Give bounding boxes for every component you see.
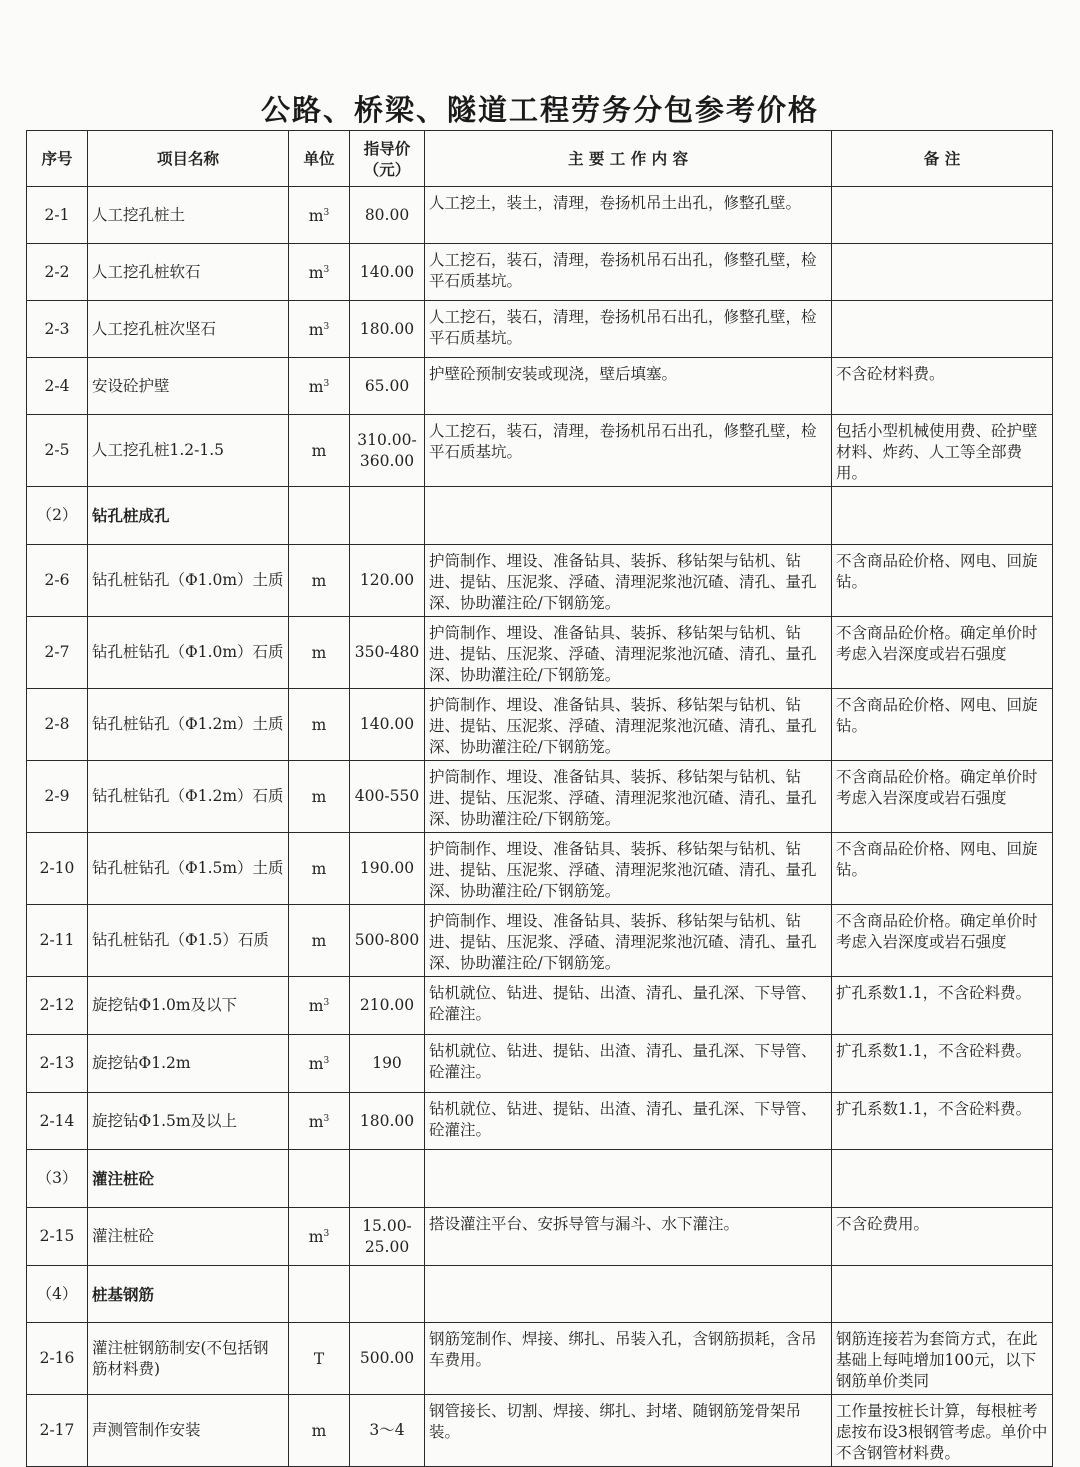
cell-price: 190 bbox=[350, 1035, 425, 1093]
cell-note bbox=[832, 244, 1053, 301]
cell-unit bbox=[289, 833, 350, 905]
section-seq: （4） bbox=[27, 1266, 88, 1323]
cell-note: 不含砼费用。 bbox=[832, 1208, 1053, 1266]
unit-text: m bbox=[308, 1055, 324, 1074]
cell-name: 安设砼护壁 bbox=[88, 358, 289, 415]
empty-cell bbox=[350, 487, 425, 545]
cell-unit bbox=[289, 545, 350, 617]
header-note: 备 注 bbox=[832, 131, 1053, 187]
cell-name: 灌注桩砼 bbox=[88, 1208, 289, 1266]
cell-seq: 2-3 bbox=[27, 301, 88, 358]
cell-content: 钻机就位、钻进、提钻、出渣、清孔、量孔深、下导管、砼灌注。 bbox=[425, 977, 832, 1035]
table-row bbox=[27, 244, 1053, 301]
empty-cell bbox=[425, 1266, 832, 1323]
unit-superscript: 3 bbox=[323, 321, 330, 332]
cell-unit bbox=[289, 358, 350, 415]
cell-name: 旋挖钻Φ1.2m bbox=[88, 1035, 289, 1093]
cell-seq: 2-16 bbox=[27, 1323, 88, 1395]
cell-note bbox=[832, 301, 1053, 358]
cell-seq: 2-4 bbox=[27, 358, 88, 415]
cell-seq: 2-7 bbox=[27, 617, 88, 689]
table-row bbox=[27, 905, 1053, 977]
empty-cell bbox=[832, 487, 1053, 545]
table-row bbox=[27, 301, 1053, 358]
cell-name: 钻孔桩钻孔（Φ1.5m）土质 bbox=[88, 833, 289, 905]
cell-unit bbox=[289, 1323, 350, 1395]
cell-seq: 2-9 bbox=[27, 761, 88, 833]
unit-text: T bbox=[313, 1350, 325, 1369]
cell-price: 65.00 bbox=[350, 358, 425, 415]
unit-superscript: 3 bbox=[323, 1056, 330, 1067]
cell-name: 旋挖钻Φ1.5m及以上 bbox=[88, 1093, 289, 1150]
cell-seq: 2-1 bbox=[27, 187, 88, 244]
unit-text: m bbox=[308, 321, 324, 340]
unit-text: m bbox=[311, 932, 327, 951]
price-table bbox=[26, 130, 1053, 1467]
table-row bbox=[27, 1395, 1053, 1467]
table-row bbox=[27, 187, 1053, 244]
cell-name: 钻孔桩钻孔（Φ1.0m）土质 bbox=[88, 545, 289, 617]
cell-content: 钢管接长、切割、焊接、绑扎、封堵、随钢筋笼骨架吊装。 bbox=[425, 1395, 832, 1467]
header-price-line2: （元） bbox=[363, 159, 411, 179]
table-row bbox=[27, 977, 1053, 1035]
cell-price: 80.00 bbox=[350, 187, 425, 244]
table-row bbox=[27, 1035, 1053, 1093]
cell-name: 灌注桩钢筋制安(不包括钢筋材料费) bbox=[88, 1323, 289, 1395]
cell-price: 120.00 bbox=[350, 545, 425, 617]
empty-cell bbox=[289, 1266, 350, 1323]
unit-text: m bbox=[311, 442, 327, 461]
header-content: 主 要 工 作 内 容 bbox=[425, 131, 832, 187]
table-row bbox=[27, 617, 1053, 689]
cell-content: 钢筋笼制作、焊接、绑扎、吊装入孔，含钢筋损耗，含吊车费用。 bbox=[425, 1323, 832, 1395]
cell-name: 人工挖孔桩软石 bbox=[88, 244, 289, 301]
section-row bbox=[27, 1266, 1053, 1323]
cell-content: 护筒制作、埋设、准备钻具、装拆、移钻架与钻机、钻进、提钻、压泥浆、浮碴、清理泥浆池沉碴、清孔、量孔深、协助灌注砼/下钢筋笼。 bbox=[425, 689, 832, 761]
unit-superscript: 3 bbox=[323, 1229, 330, 1240]
empty-cell bbox=[832, 1266, 1053, 1323]
cell-price: 400-550 bbox=[350, 761, 425, 833]
cell-seq: 2-6 bbox=[27, 545, 88, 617]
empty-cell bbox=[289, 487, 350, 545]
cell-unit bbox=[289, 977, 350, 1035]
empty-cell bbox=[350, 1150, 425, 1208]
cell-seq: 2-11 bbox=[27, 905, 88, 977]
unit-text: m bbox=[308, 1113, 324, 1132]
cell-note: 扩孔系数1.1，不含砼料费。 bbox=[832, 1093, 1053, 1150]
table-row bbox=[27, 1093, 1053, 1150]
unit-text: m bbox=[311, 1422, 327, 1441]
cell-note: 钢筋连接若为套筒方式，在此基础上每吨增加100元，以下钢筋单价类同 bbox=[832, 1323, 1053, 1395]
unit-superscript: 3 bbox=[323, 1113, 330, 1124]
unit-superscript: 3 bbox=[323, 378, 330, 389]
cell-unit bbox=[289, 1395, 350, 1467]
table-row bbox=[27, 1323, 1053, 1395]
cell-note: 扩孔系数1.1，不含砼料费。 bbox=[832, 977, 1053, 1035]
unit-text: m bbox=[308, 1228, 324, 1247]
page-title: 公路、桥梁、隧道工程劳务分包参考价格 bbox=[260, 93, 819, 127]
cell-unit bbox=[289, 301, 350, 358]
cell-content: 护筒制作、埋设、准备钻具、装拆、移钻架与钻机、钻进、提钻、压泥浆、浮碴、清理泥浆池沉碴、清孔、量孔深、协助灌注砼/下钢筋笼。 bbox=[425, 905, 832, 977]
table-row bbox=[27, 415, 1053, 487]
cell-price: 3～4 bbox=[350, 1395, 425, 1467]
table-row bbox=[27, 1208, 1053, 1266]
cell-price: 15.00-25.00 bbox=[350, 1208, 425, 1266]
header-row bbox=[27, 131, 1053, 187]
cell-name: 人工挖孔桩土 bbox=[88, 187, 289, 244]
unit-text: m bbox=[308, 378, 324, 397]
unit-text: m bbox=[308, 997, 324, 1016]
table-row bbox=[27, 545, 1053, 617]
header-seq: 序号 bbox=[27, 131, 88, 187]
cell-seq: 2-8 bbox=[27, 689, 88, 761]
cell-unit bbox=[289, 1035, 350, 1093]
header-name: 项目名称 bbox=[88, 131, 289, 187]
table-row bbox=[27, 833, 1053, 905]
cell-content: 护筒制作、埋设、准备钻具、装拆、移钻架与钻机、钻进、提钻、压泥浆、浮碴、清理泥浆池沉碴、清孔、量孔深、协助灌注砼/下钢筋笼。 bbox=[425, 617, 832, 689]
empty-cell bbox=[832, 1150, 1053, 1208]
cell-seq: 2-13 bbox=[27, 1035, 88, 1093]
cell-note: 不含商品砼价格、网电、回旋钻。 bbox=[832, 545, 1053, 617]
cell-name: 人工挖孔桩1.2-1.5 bbox=[88, 415, 289, 487]
cell-price: 350-480 bbox=[350, 617, 425, 689]
header-unit: 单位 bbox=[289, 131, 350, 187]
cell-unit bbox=[289, 244, 350, 301]
cell-price: 180.00 bbox=[350, 301, 425, 358]
cell-unit bbox=[289, 415, 350, 487]
cell-name: 钻孔桩钻孔（Φ1.5）石质 bbox=[88, 905, 289, 977]
cell-content: 人工挖石，装石，清理，卷扬机吊石出孔，修整孔壁，检平石质基坑。 bbox=[425, 415, 832, 487]
cell-price: 210.00 bbox=[350, 977, 425, 1035]
empty-cell bbox=[425, 1150, 832, 1208]
cell-price: 500.00 bbox=[350, 1323, 425, 1395]
table-row bbox=[27, 358, 1053, 415]
cell-content: 人工挖土，装土，清理，卷扬机吊土出孔，修整孔壁。 bbox=[425, 187, 832, 244]
cell-seq: 2-5 bbox=[27, 415, 88, 487]
cell-price: 310.00-360.00 bbox=[350, 415, 425, 487]
cell-content: 人工挖石，装石，清理，卷扬机吊石出孔，修整孔壁，检平石质基坑。 bbox=[425, 244, 832, 301]
cell-name: 声测管制作安装 bbox=[88, 1395, 289, 1467]
cell-name: 钻孔桩钻孔（Φ1.2m）土质 bbox=[88, 689, 289, 761]
empty-cell bbox=[289, 1150, 350, 1208]
cell-content: 钻机就位、钻进、提钻、出渣、清孔、量孔深、下导管、砼灌注。 bbox=[425, 1035, 832, 1093]
cell-note: 不含商品砼价格、网电、回旋钻。 bbox=[832, 833, 1053, 905]
section-title: 灌注桩砼 bbox=[88, 1150, 289, 1208]
unit-text: m bbox=[308, 264, 324, 283]
cell-content: 护筒制作、埋设、准备钻具、装拆、移钻架与钻机、钻进、提钻、压泥浆、浮碴、清理泥浆池沉碴、清孔、量孔深、协助灌注砼/下钢筋笼。 bbox=[425, 761, 832, 833]
cell-seq: 2-12 bbox=[27, 977, 88, 1035]
cell-note: 不含商品砼价格。确定单价时考虑入岩深度或岩石强度 bbox=[832, 617, 1053, 689]
unit-text: m bbox=[308, 207, 324, 226]
unit-text: m bbox=[311, 572, 327, 591]
cell-price: 140.00 bbox=[350, 244, 425, 301]
cell-note: 扩孔系数1.1，不含砼料费。 bbox=[832, 1035, 1053, 1093]
cell-note: 不含商品砼价格。确定单价时考虑入岩深度或岩石强度 bbox=[832, 905, 1053, 977]
unit-superscript: 3 bbox=[323, 998, 330, 1009]
cell-seq: 2-14 bbox=[27, 1093, 88, 1150]
cell-content: 护筒制作、埋设、准备钻具、装拆、移钻架与钻机、钻进、提钻、压泥浆、浮碴、清理泥浆池沉碴、清孔、量孔深、协助灌注砼/下钢筋笼。 bbox=[425, 833, 832, 905]
section-title: 钻孔桩成孔 bbox=[88, 487, 289, 545]
section-seq: （3） bbox=[27, 1150, 88, 1208]
cell-note: 不含砼材料费。 bbox=[832, 358, 1053, 415]
cell-unit bbox=[289, 187, 350, 244]
cell-price: 500-800 bbox=[350, 905, 425, 977]
cell-name: 旋挖钻Φ1.0m及以下 bbox=[88, 977, 289, 1035]
table-body bbox=[27, 187, 1053, 1467]
unit-text: m bbox=[311, 788, 327, 807]
cell-note: 不含商品砼价格、网电、回旋钻。 bbox=[832, 689, 1053, 761]
cell-content: 钻机就位、钻进、提钻、出渣、清孔、量孔深、下导管、砼灌注。 bbox=[425, 1093, 832, 1150]
cell-name: 人工挖孔桩次坚石 bbox=[88, 301, 289, 358]
cell-unit bbox=[289, 1093, 350, 1150]
cell-note: 不含商品砼价格。确定单价时考虑入岩深度或岩石强度 bbox=[832, 761, 1053, 833]
cell-name: 钻孔桩钻孔（Φ1.2m）石质 bbox=[88, 761, 289, 833]
cell-price: 180.00 bbox=[350, 1093, 425, 1150]
empty-cell bbox=[350, 1266, 425, 1323]
section-row bbox=[27, 487, 1053, 545]
cell-content: 护筒制作、埋设、准备钻具、装拆、移钻架与钻机、钻进、提钻、压泥浆、浮碴、清理泥浆池沉碴、清孔、量孔深、协助灌注砼/下钢筋笼。 bbox=[425, 545, 832, 617]
cell-unit bbox=[289, 617, 350, 689]
cell-unit bbox=[289, 761, 350, 833]
cell-name: 钻孔桩钻孔（Φ1.0m）石质 bbox=[88, 617, 289, 689]
section-title: 桩基钢筋 bbox=[88, 1266, 289, 1323]
unit-text: m bbox=[311, 644, 327, 663]
unit-text: m bbox=[311, 860, 327, 879]
unit-text: m bbox=[311, 716, 327, 735]
header-price-line1: 指导价 bbox=[363, 138, 411, 158]
table-row bbox=[27, 689, 1053, 761]
cell-seq: 2-10 bbox=[27, 833, 88, 905]
cell-note: 工作量按桩长计算，每根桩考虑按布设3根钢管考虑。单价中不含钢管材料费。 bbox=[832, 1395, 1053, 1467]
section-seq: （2） bbox=[27, 487, 88, 545]
unit-superscript: 3 bbox=[323, 264, 330, 275]
cell-content: 人工挖石，装石，清理，卷扬机吊石出孔，修整孔壁，检平石质基坑。 bbox=[425, 301, 832, 358]
cell-seq: 2-17 bbox=[27, 1395, 88, 1467]
cell-price: 190.00 bbox=[350, 833, 425, 905]
section-row bbox=[27, 1150, 1053, 1208]
cell-unit bbox=[289, 905, 350, 977]
cell-content: 护壁砼预制安装或现浇，壁后填塞。 bbox=[425, 358, 832, 415]
cell-note bbox=[832, 187, 1053, 244]
header-price bbox=[350, 131, 425, 187]
empty-cell bbox=[425, 487, 832, 545]
cell-seq: 2-2 bbox=[27, 244, 88, 301]
cell-content: 搭设灌注平台、安拆导管与漏斗、水下灌注。 bbox=[425, 1208, 832, 1266]
cell-unit bbox=[289, 689, 350, 761]
cell-unit bbox=[289, 1208, 350, 1266]
cell-note: 包括小型机械使用费、砼护壁材料、炸药、人工等全部费用。 bbox=[832, 415, 1053, 487]
cell-seq: 2-15 bbox=[27, 1208, 88, 1266]
table-row bbox=[27, 761, 1053, 833]
unit-superscript: 3 bbox=[323, 207, 330, 218]
cell-price: 140.00 bbox=[350, 689, 425, 761]
